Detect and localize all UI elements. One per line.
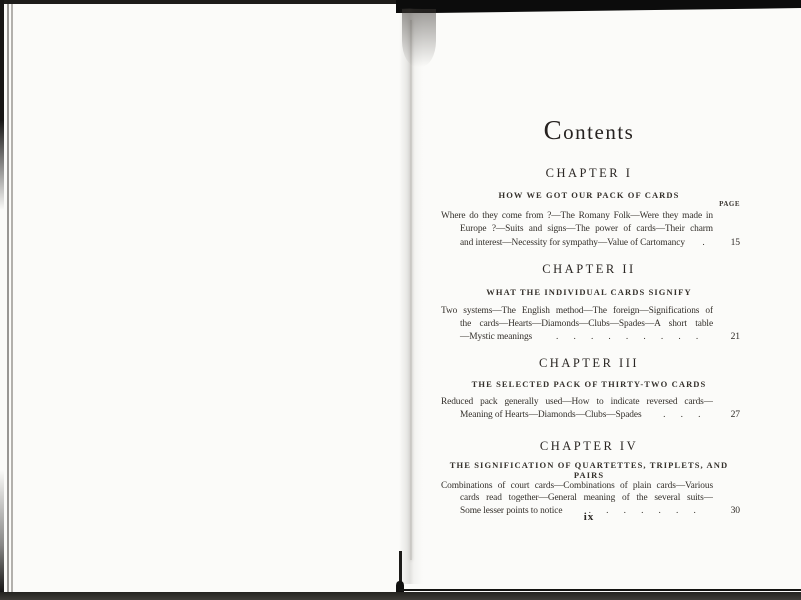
contents-page [441, 0, 740, 600]
chapter-2-subtitle: WHAT THE INDIVIDUAL CARDS SIGNIFY [486, 287, 692, 297]
toc-line-text: —Mystic meanings [460, 332, 533, 342]
toc-line: Two systems—The English method—The foreign—Significations of [441, 306, 713, 316]
leader-dots: . . . [663, 410, 701, 420]
page-title: Contents [543, 115, 635, 145]
page-number: 27 [730, 409, 740, 420]
chapter-4-subtitle: THE SIGNIFICATION OF QUARTETTES, TRIPLETS, AND PAIRS [449, 460, 729, 480]
book-spine-top-shadow [402, 9, 436, 67]
toc-line: Combinations of court cards—Combinations of plain cards—Various [441, 481, 713, 491]
flyleaf-page-edge [7, 4, 9, 592]
chapter-1-subtitle: HOW WE GOT OUR PACK OF CARDS [498, 190, 680, 200]
folio-number: ix [583, 511, 595, 523]
leader-dots: . . . . . . . . . [555, 332, 699, 342]
toc-line: the cards—Hearts—Diamonds—Clubs—Spades—A short table [460, 319, 713, 329]
leader-dots: . [702, 238, 705, 248]
leader-dots: . . . . . . . [588, 506, 696, 516]
chapter-1-heading: CHAPTER I [545, 166, 633, 180]
chapter-2-heading: CHAPTER II [542, 262, 636, 276]
page-number: 30 [730, 505, 740, 516]
toc-last-line [441, 237, 740, 248]
chapter-3-heading: CHAPTER III [538, 356, 640, 370]
page-column-label: PAGE [719, 200, 740, 208]
book-gutter-line [410, 20, 412, 560]
toc-line: Where do they come from ?—The Romany Folk—Were they made in [441, 211, 713, 221]
chapter-3-subtitle: THE SELECTED PACK OF THIRTY-TWO CARDS [471, 379, 707, 389]
left-page-blank [14, 5, 398, 591]
toc-line-text: Some lesser points to notice [460, 506, 563, 516]
flyleaf-page-edge [11, 4, 13, 592]
toc-line: cards read together—General meaning of the several suits— [460, 493, 713, 503]
chapter-4-heading: CHAPTER IV [539, 439, 639, 453]
toc-last-line [441, 409, 740, 420]
toc-line-text: Meaning of Hearts—Diamonds—Clubs—Spades [460, 410, 642, 420]
toc-line: Europe ?—Suits and signs—The power of cards—Their charm [460, 224, 713, 234]
book-cover-edge [0, 0, 4, 592]
toc-last-line [441, 331, 740, 342]
toc-line-text: and interest—Necessity for sympathy—Value of Cartomancy [460, 238, 685, 248]
scan-border-top-left [0, 0, 401, 4]
page-number: 15 [730, 237, 740, 248]
page-number: 21 [730, 331, 740, 342]
toc-line: Reduced pack generally used—How to indicate reversed cards— [441, 397, 713, 407]
